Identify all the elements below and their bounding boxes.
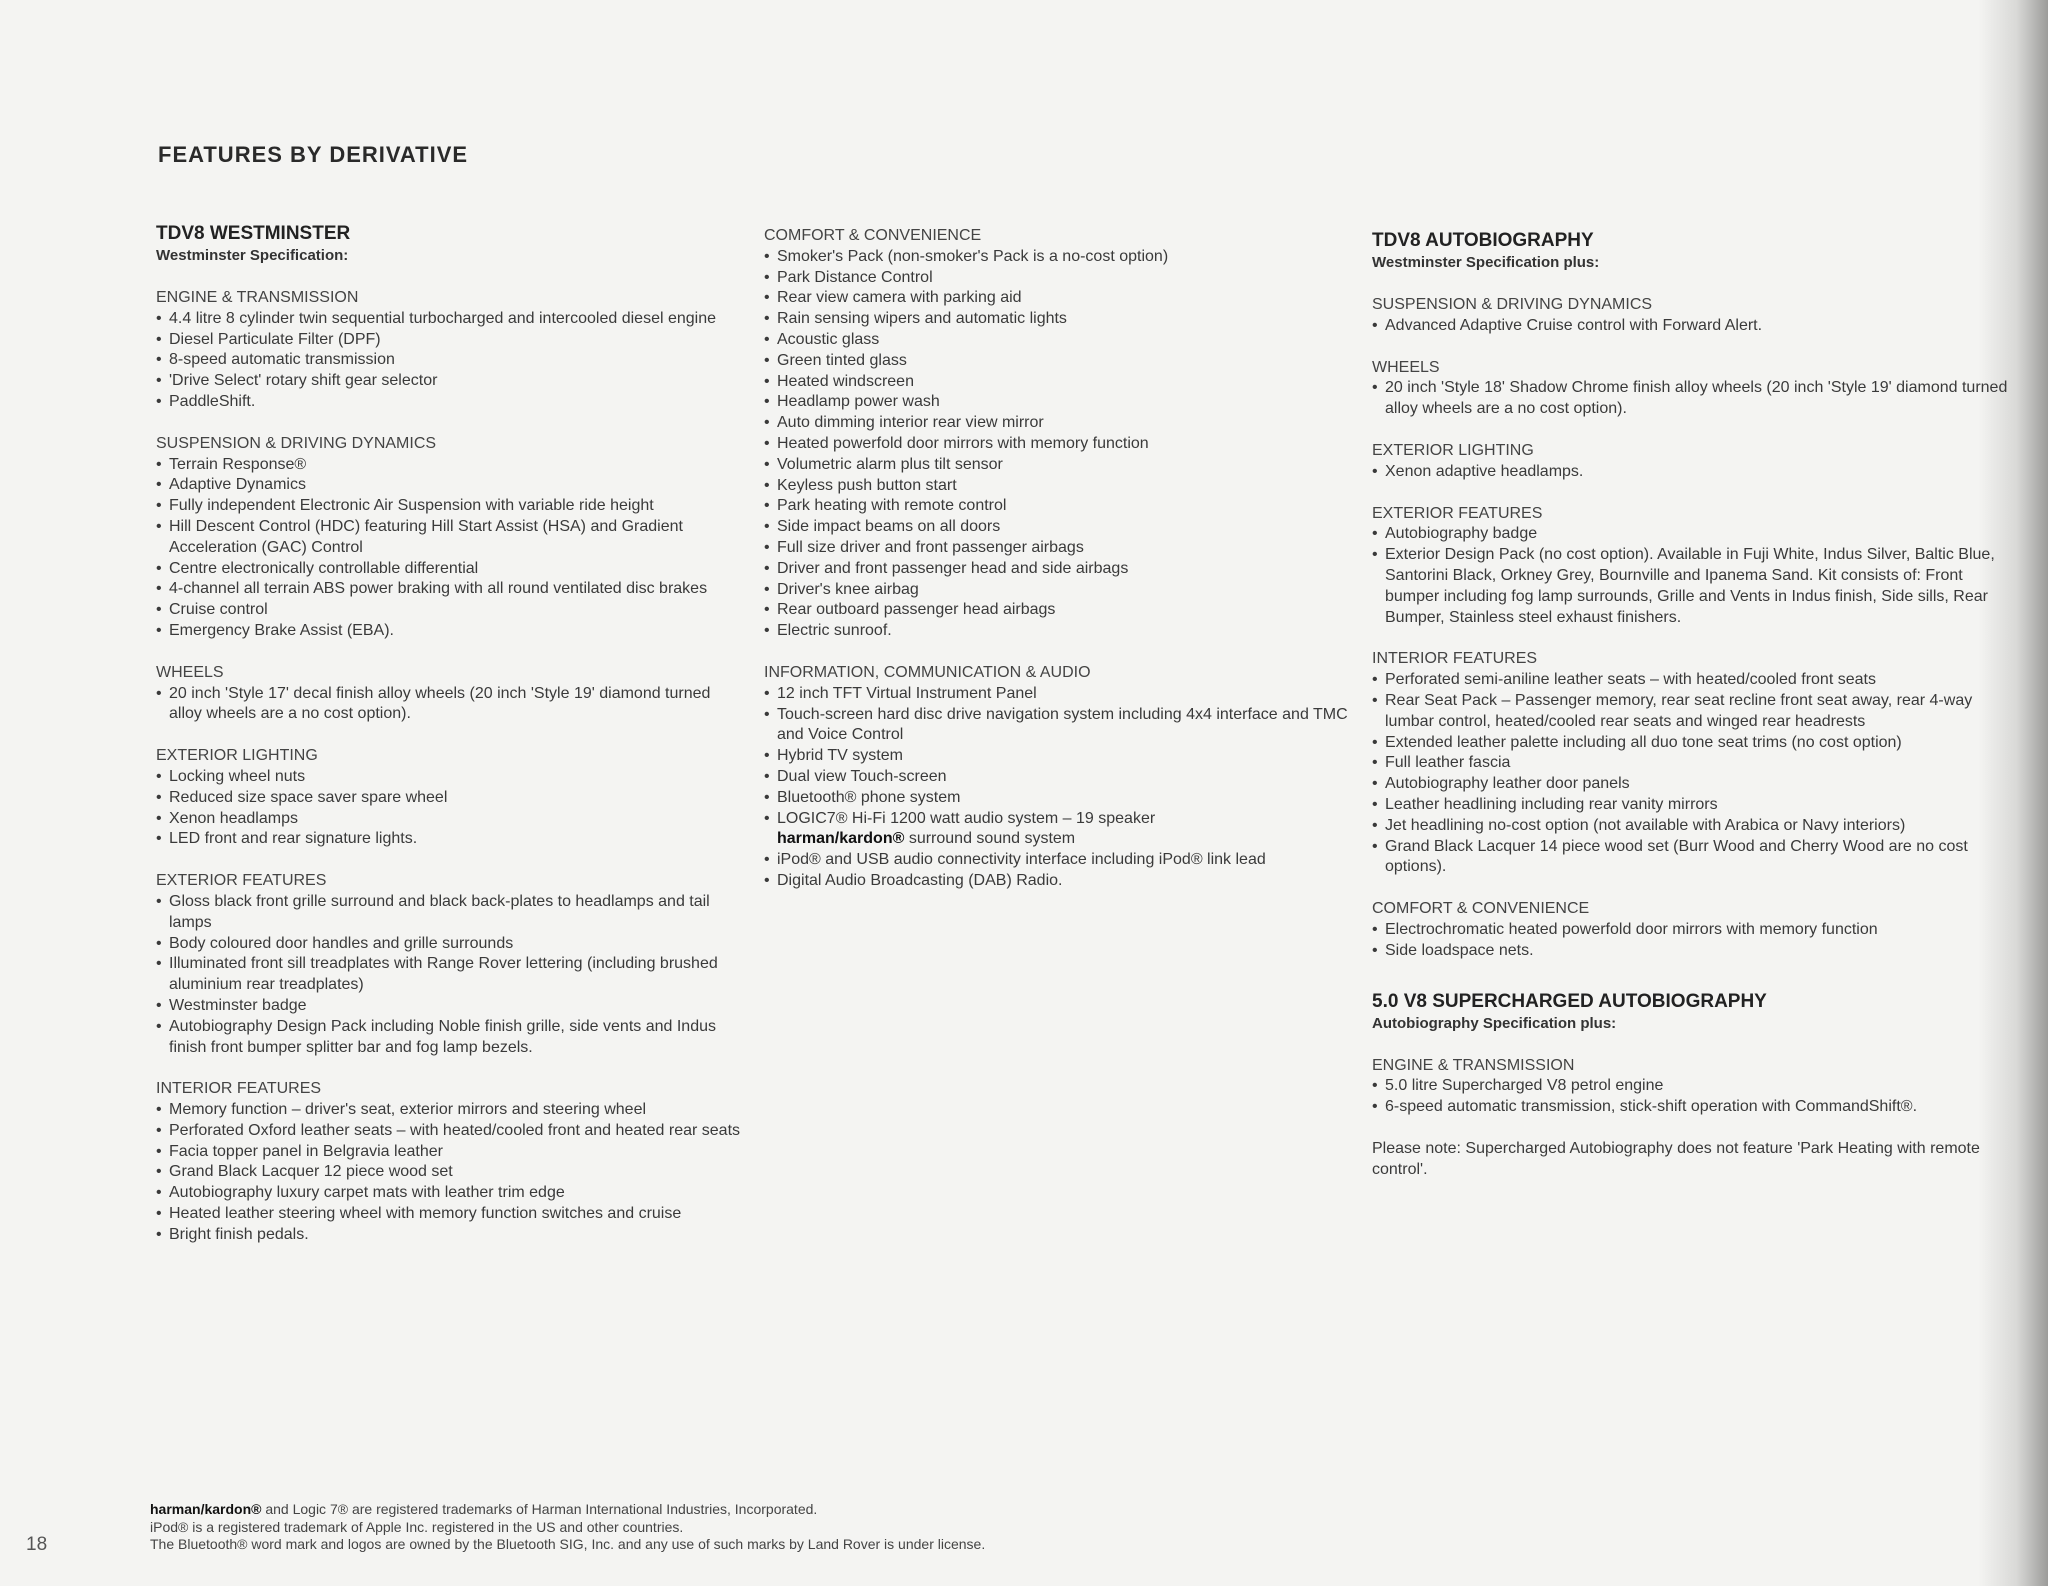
section-suspension-and-driving-dynamics [156, 434, 746, 642]
logic7-line1: LOGIC7® Hi-Fi 1200 watt audio system – 19 speaker [777, 809, 1156, 827]
footer-line-1 [150, 1501, 985, 1519]
list-item: • Driver and front passenger head and side airbags [764, 559, 1364, 580]
section-title: COMFORT & CONVENIENCE [1372, 900, 1590, 918]
list-item: • Jet headlining no-cost option (not available with Arabica or Navy interiors) [1372, 816, 2012, 837]
list-item: • Heated powerfold door mirrors with memory function [764, 434, 1364, 455]
list-item: • Full leather fascia [1372, 753, 2012, 774]
list-item: • Memory function – driver's seat, exterior mirrors and steering wheel [156, 1100, 746, 1121]
section-title: SUSPENSION & DRIVING DYNAMICS [1372, 296, 1653, 313]
footer-line-2: iPod® is a registered trademark of Apple Inc. registered in the US and other countries. [150, 1518, 684, 1535]
section-comfort-convenience [764, 226, 1364, 642]
list-item: • 6-speed automatic transmission, stick-shift operation with CommandShift®. [1372, 1097, 2012, 1118]
list-item: • Dual view Touch-screen [764, 767, 1364, 788]
derivative-subtitle: Westminster Specification: [156, 247, 349, 264]
list-item: • Hill Descent Control (HDC) featuring Hill Start Assist (HSA) and Gradient Acceleration (GAC) Control [156, 517, 746, 559]
list-item: • Bluetooth® phone system [764, 788, 1364, 809]
trademark-footer [150, 1501, 985, 1554]
section-title: WHEELS [156, 663, 224, 681]
list-item: • Acoustic glass [764, 330, 1364, 351]
list-item: • Exterior Design Pack (no cost option). Available in Fuji White, Indus Silver, Baltic Blue, Santorini Black, Orkney Grey, Bournville and Ipanema Sand. Kit consists of: Front bumper including fog lamp surrounds, Grille and Vents in Indus finish, Side sills, Rear Bumper, Stainless steel exhaust finishers. [1372, 545, 2012, 628]
supercharged-note: Please note: Supercharged Autobiography does not feature 'Park Heating with remote control'. [1372, 1139, 1980, 1178]
list-item: • 4.4 litre 8 cylinder twin sequential turbocharged and intercooled diesel engine [156, 309, 746, 330]
section-title: SUSPENSION & DRIVING DYNAMICS [156, 434, 437, 452]
list-item: • Side loadspace nets. [1372, 941, 2012, 962]
section-information-audio [764, 663, 1364, 892]
list-item: • Hybrid TV system [764, 746, 1364, 767]
section-title: WHEELS [1372, 358, 1440, 376]
list-item: • PaddleShift. [156, 392, 746, 413]
list-item: • Autobiography badge [1372, 524, 2012, 545]
list-item: • Extended leather palette including all duo tone seat trims (no cost option) [1372, 733, 2012, 754]
list-item: • Electrochromatic heated powerfold door mirrors with memory function [1372, 920, 2012, 941]
list-item: • Leather headlining including rear vanity mirrors [1372, 795, 2012, 816]
logic7-line2: surround sound system [904, 830, 1076, 848]
list-item: • Heated windscreen [764, 372, 1364, 393]
list-item: • Xenon adaptive headlamps. [1372, 462, 2012, 483]
list-item: • Perforated Oxford leather seats – with heated/cooled front and heated rear seats [156, 1121, 746, 1142]
list-item: • Terrain Response® [156, 455, 746, 476]
list-item: • Perforated semi-aniline leather seats – with heated/cooled front seats [1372, 670, 2012, 691]
column-right [1372, 229, 2012, 1181]
section-engine-and-transmission [156, 288, 746, 413]
list-item: • Centre electronically controllable differential [156, 559, 746, 580]
derivative-title-supercharged: 5.0 V8 SUPERCHARGED AUTOBIOGRAPHY [1372, 990, 1767, 1012]
derivative-subtitle-autobiography: Westminster Specification plus: [1372, 254, 1600, 271]
list-item: • Rain sensing wipers and automatic lights [764, 309, 1364, 330]
list-item: • 'Drive Select' rotary shift gear selector [156, 371, 746, 392]
list-item: • Keyless push button start [764, 476, 1364, 497]
column-middle [764, 226, 1364, 913]
section-engine-and-transmission [1372, 1056, 2012, 1118]
list-item: • 5.0 litre Supercharged V8 petrol engine [1372, 1076, 2012, 1097]
section-suspension-and-driving-dynamics [1372, 295, 2012, 337]
list-item: • Rear view camera with parking aid [764, 288, 1364, 309]
list-item: • Park heating with remote control [764, 496, 1364, 517]
section-title: EXTERIOR FEATURES [156, 872, 327, 890]
list-item: • LED front and rear signature lights. [156, 829, 746, 850]
list-item: • Cruise control [156, 600, 746, 621]
section-interior-features [156, 1079, 746, 1245]
list-item: • Illuminated front sill treadplates with Range Rover lettering (including brushed aluminium rear treadplates) [156, 954, 746, 996]
list-item: • Auto dimming interior rear view mirror [764, 413, 1364, 434]
list-item: • Facia topper panel in Belgravia leather [156, 1142, 746, 1163]
section-title: EXTERIOR FEATURES [1372, 504, 1543, 522]
list-item: • Heated leather steering wheel with memory function switches and cruise [156, 1204, 746, 1225]
section-title: COMFORT & CONVENIENCE [764, 227, 982, 244]
section-exterior-lighting [156, 746, 746, 850]
derivative-subtitle-supercharged: Autobiography Specification plus: [1372, 1014, 1617, 1032]
section-wheels [156, 663, 746, 725]
list-item: • Body coloured door handles and grille surrounds [156, 934, 746, 955]
list-item: • 20 inch 'Style 17' decal finish alloy wheels (20 inch 'Style 19' diamond turned alloy wheels are a no cost option). [156, 684, 746, 726]
section-title: INFORMATION, COMMUNICATION & AUDIO [764, 663, 1091, 681]
list-item: • Touch-screen hard disc drive navigation system including 4x4 interface and TMC and Voice Control [764, 705, 1364, 747]
section-title: EXTERIOR LIGHTING [1372, 441, 1534, 459]
section-title: INTERIOR FEATURES [156, 1080, 322, 1098]
derivative-title-autobiography: TDV8 AUTOBIOGRAPHY [1372, 230, 1594, 251]
list-item: • Gloss black front grille surround and black back-plates to headlamps and tail lamps [156, 892, 746, 934]
list-item: • Smoker's Pack (non-smoker's Pack is a no-cost option) [764, 247, 1364, 268]
list-item: • Park Distance Control [764, 268, 1364, 289]
list-item: • Side impact beams on all doors [764, 517, 1364, 538]
list-item: • Autobiography luxury carpet mats with leather trim edge [156, 1183, 746, 1204]
list-item: • Advanced Adaptive Cruise control with Forward Alert. [1372, 316, 2012, 337]
section-title: ENGINE & TRANSMISSION [156, 289, 359, 306]
list-item: • Westminster badge [156, 996, 746, 1017]
section-title: EXTERIOR LIGHTING [156, 747, 318, 765]
list-item: • Green tinted glass [764, 351, 1364, 372]
list-item: • Driver's knee airbag [764, 580, 1364, 601]
list-item: • Rear outboard passenger head airbags [764, 600, 1364, 621]
footer-line-3: The Bluetooth® word mark and logos are owned by the Bluetooth SIG, Inc. and any use of such marks by Land Rover is under license. [150, 1536, 986, 1552]
section-exterior-features [156, 871, 746, 1058]
list-item: • Rear Seat Pack – Passenger memory, rear seat recline front seat away, rear 4-way lumbar control, heated/cooled rear seats and winged rear headrests [1372, 691, 2012, 733]
list-item: • 12 inch TFT Virtual Instrument Panel [764, 684, 1364, 705]
column-left [156, 222, 746, 1267]
list-item: • Grand Black Lacquer 12 piece wood set [156, 1162, 746, 1183]
list-item: • Autobiography Design Pack including Noble finish grille, side vents and Indus finish front bumper splitter bar and fog lamp bezels. [156, 1017, 746, 1059]
list-item: • Xenon headlamps [156, 809, 746, 830]
list-item: • Electric sunroof. [764, 621, 1364, 642]
section-exterior-lighting [1372, 441, 2012, 483]
list-item: • Bright finish pedals. [156, 1225, 746, 1246]
list-item: • Headlamp power wash [764, 392, 1364, 413]
section-interior-features [1372, 649, 2012, 878]
list-item: • Digital Audio Broadcasting (DAB) Radio. [764, 871, 1364, 892]
list-item: • Grand Black Lacquer 14 piece wood set (Burr Wood and Cherry Wood are no cost options). [1372, 837, 2012, 879]
derivative-title: TDV8 WESTMINSTER [156, 223, 351, 244]
page-title: FEATURES BY DERIVATIVE [158, 142, 469, 167]
list-item: • 8-speed automatic transmission [156, 350, 746, 371]
list-item: • Diesel Particulate Filter (DPF) [156, 330, 746, 351]
section-wheels [1372, 358, 2012, 420]
list-item: • iPod® and USB audio connectivity interface including iPod® link lead [764, 850, 1364, 871]
section-exterior-features [1372, 504, 2012, 629]
list-item: • Autobiography leather door panels [1372, 774, 2012, 795]
list-item: • Adaptive Dynamics [156, 475, 746, 496]
list-item: • Emergency Brake Assist (EBA). [156, 621, 746, 642]
list-item: • Full size driver and front passenger airbags [764, 538, 1364, 559]
footer-brand: harman/kardon® [150, 1501, 262, 1517]
list-item: • 20 inch 'Style 18' Shadow Chrome finish alloy wheels (20 inch 'Style 19' diamond turned alloy wheels are a no cost option). [1372, 378, 2012, 420]
list-item-logic7 [764, 809, 1364, 851]
harman-kardon-brand: harman/kardon® [777, 830, 905, 848]
page-number: 18 [26, 1534, 48, 1555]
list-item: • Volumetric alarm plus tilt sensor [764, 455, 1364, 476]
footer-line-1-text: and Logic 7® are registered trademarks of Harman International Industries, Incorporated. [261, 1501, 818, 1517]
list-item: • Fully independent Electronic Air Suspension with variable ride height [156, 496, 746, 517]
list-item: • Locking wheel nuts [156, 767, 746, 788]
list-item: • Reduced size space saver spare wheel [156, 788, 746, 809]
list-item: • 4-channel all terrain ABS power braking with all round ventilated disc brakes [156, 579, 746, 600]
section-title: ENGINE & TRANSMISSION [1372, 1056, 1575, 1074]
section-title: INTERIOR FEATURES [1372, 650, 1538, 668]
section-comfort-and-convenience [1372, 899, 2012, 961]
